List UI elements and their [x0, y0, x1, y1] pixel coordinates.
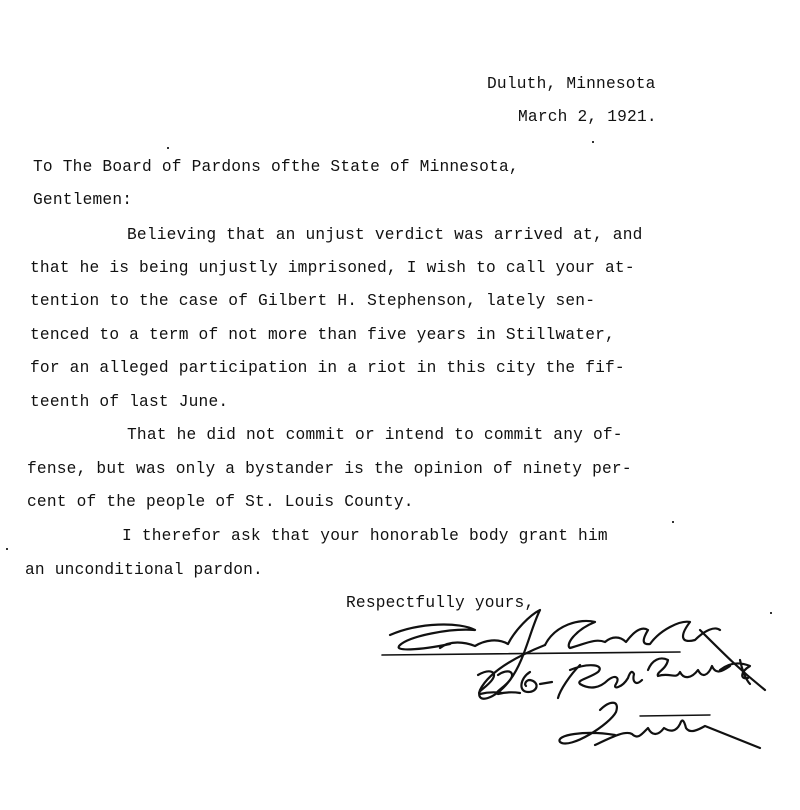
body-line: teenth of last June.: [30, 393, 229, 411]
letter-addressee: To The Board of Pardons ofthe State of Minnesota,: [33, 158, 519, 176]
letter-date: March 2, 1921.: [518, 108, 657, 126]
body-line: tention to the case of Gilbert H. Stephenson, lately sen-: [30, 292, 596, 310]
body-line: an unconditional pardon.: [25, 561, 263, 579]
letter-closing: Respectfully yours,: [346, 594, 535, 612]
paper-speck: [592, 141, 594, 143]
body-line: fense, but was only a bystander is the opinion of ninety per-: [27, 460, 632, 478]
body-line: Believing that an unjust verdict was arrived at, and: [127, 226, 643, 244]
letter-salutation: Gentlemen:: [33, 191, 133, 209]
handwritten-signature: [380, 600, 790, 770]
body-line: that he is being unjustly imprisoned, I wish to call your at-: [30, 259, 635, 277]
body-line: cent of the people of St. Louis County.: [27, 493, 414, 511]
letter-place: Duluth, Minnesota: [487, 75, 656, 93]
body-line: for an alleged participation in a riot in this city the fif-: [30, 359, 625, 377]
body-line: That he did not commit or intend to commit any of-: [127, 426, 623, 444]
paper-speck: [770, 612, 772, 614]
paper-speck: [167, 147, 169, 149]
paper-speck: [6, 548, 8, 550]
body-line: tenced to a term of not more than five years in Stillwater,: [30, 326, 615, 344]
paper-speck: [672, 521, 674, 523]
body-line: I therefor ask that your honorable body grant him: [122, 527, 608, 545]
